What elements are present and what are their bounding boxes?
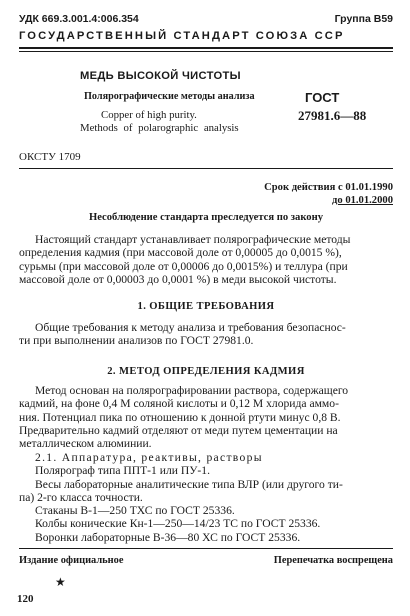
- okstu-rule: [19, 168, 393, 169]
- legal-warning: Несоблюдение стандарта преследуется по закону: [88, 212, 324, 223]
- gost-label: ГОСТ: [305, 90, 340, 105]
- okstu-code: ОКСТУ 1709: [19, 151, 81, 163]
- agency-title: ГОСУДАРСТВЕННЫЙ СТАНДАРТ СОЮЗА ССР: [19, 30, 345, 42]
- intro-line: Настоящий стандарт устанавливает полярографические методы: [35, 233, 351, 246]
- intro-line: массовой доле от 0,00003 до 0,0001 %) в меди высокой чистоты.: [19, 272, 337, 286]
- section-1-line: ти при выполнении анализов по ГОСТ 27981.0.: [19, 334, 254, 348]
- method-line: Метод основан на полярографировании раствора, содержащего: [35, 384, 349, 397]
- page-number: 120: [17, 593, 34, 605]
- gost-number: 27981.6—88: [298, 108, 367, 123]
- group-code: Группа В59: [334, 13, 393, 25]
- section-2-heading: 2. МЕТОД ОПРЕДЕЛЕНИЯ КАДМИЯ: [107, 366, 305, 377]
- method-line: кадмий, на фоне 0,4 М соляной кислоты и 0,12 М хлорида аммо-: [19, 397, 339, 411]
- apparatus-item: Полярограф типа ППТ-1 или ПУ-1.: [35, 464, 210, 478]
- edition-official: Издание официальное: [19, 555, 124, 566]
- apparatus-item: Колбы конические Кн-1—250—14/23 ТС по ГОСТ 25336.: [35, 517, 321, 531]
- reprint-prohibited: Перепечатка воспрещена: [273, 555, 393, 566]
- apparatus-item: па) 2-го класса точности.: [19, 490, 143, 504]
- header-rule-thin: [19, 51, 393, 52]
- apparatus-heading: 2.1. Аппаратура, реактивы, растворы: [35, 451, 263, 464]
- method-line: металлическом алюминии.: [19, 437, 152, 451]
- apparatus-list: [19, 451, 393, 544]
- section-1-paragraph: [19, 321, 393, 348]
- english-title: Copper of high purity.: [101, 109, 197, 121]
- english-subtitle: Methods of polarographic analysis: [80, 122, 239, 134]
- validity-end: до 01.01.2000: [332, 195, 393, 206]
- method-line: ния. Потенциал пика по отношению к донной ртути минус 0,8 В.: [19, 410, 341, 424]
- section-1-heading: 1. ОБЩИЕ ТРЕБОВАНИЯ: [137, 301, 275, 312]
- header-rule-thick: [19, 47, 393, 49]
- intro-paragraph: [19, 233, 393, 286]
- intro-line: сурьмы (при массовой доле от 0,00006 до 0,0015%) и теллура (при: [19, 259, 348, 273]
- validity-start: Срок действия с 01.01.1990: [264, 182, 393, 193]
- section-1-line: Общие требования к методу анализа и требования безопаснос-: [35, 321, 346, 334]
- intro-line: определения кадмия (при массовой доле от 0,00005 до 0,0015 %),: [19, 246, 342, 260]
- method-paragraph: [19, 384, 393, 450]
- document-subtitle: Полярографические методы анализа: [84, 91, 255, 102]
- apparatus-item: Стаканы В-1—250 ТХС по ГОСТ 25336.: [35, 504, 235, 518]
- apparatus-item: Весы лабораторные аналитические типа ВЛР (или другого ти-: [35, 477, 343, 491]
- star-icon: ★: [55, 575, 66, 589]
- footer-rule: [19, 548, 393, 549]
- method-line: Предварительно кадмий отделяют от меди путем цементации на: [19, 423, 338, 437]
- udk-code: УДК 669.3.001.4:006.354: [19, 13, 139, 25]
- document-title: МЕДЬ ВЫСОКОЙ ЧИСТОТЫ: [80, 70, 241, 82]
- apparatus-item: Воронки лабораторные В-36—80 ХС по ГОСТ 25336.: [35, 530, 301, 544]
